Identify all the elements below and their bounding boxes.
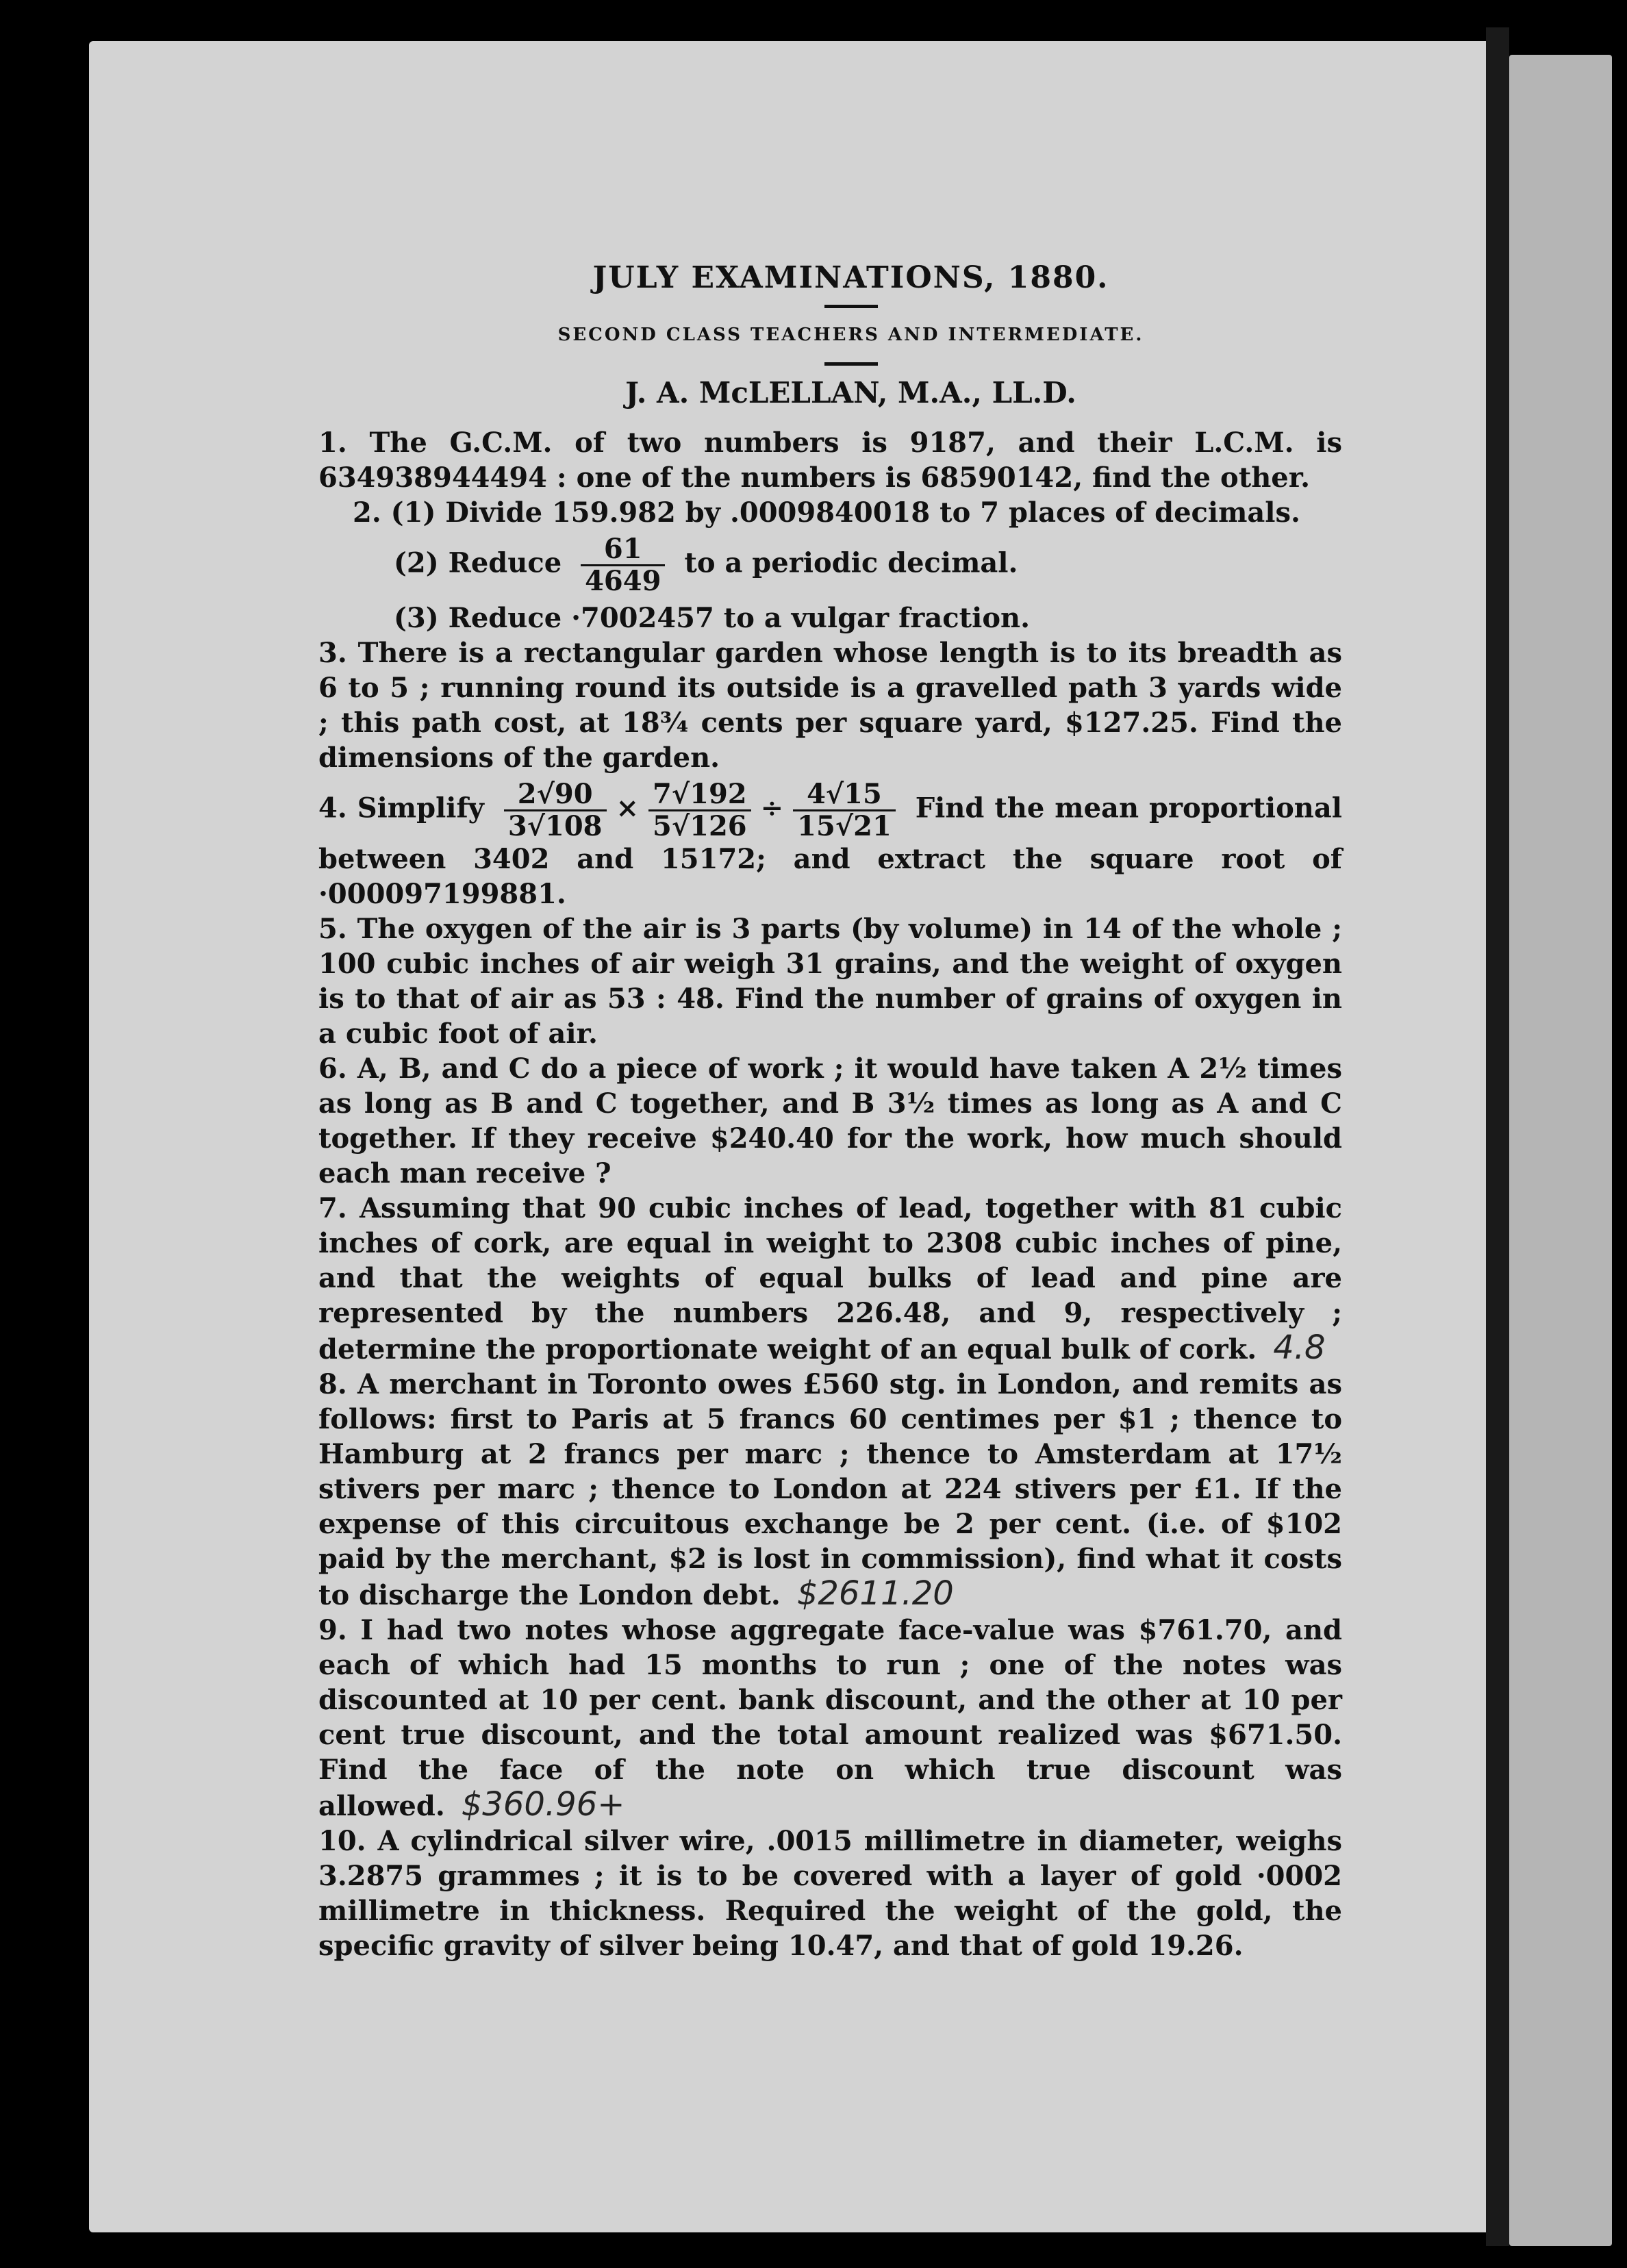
question-8 xyxy=(318,1367,1342,1613)
q2-2-fraction xyxy=(581,534,665,596)
q4-f3-denominator: 15√21 xyxy=(797,810,892,842)
question-9 xyxy=(318,1613,1342,1824)
q2-2-denominator: 4649 xyxy=(585,565,661,597)
q4-fraction-3 xyxy=(793,779,896,842)
q2-2-prefix: (2) Reduce xyxy=(394,546,562,579)
q4-divide-sign: ÷ xyxy=(760,792,784,824)
q4-prefix: 4. Simplify xyxy=(318,792,484,824)
q4-f2-denominator: 5√126 xyxy=(653,810,747,842)
q4-f3-numerator: 4√15 xyxy=(793,779,896,811)
question-2-part-3: (3) Reduce ·7002457 to a vulgar fraction. xyxy=(394,602,1031,634)
question-5: 5. The oxygen of the air is 3 parts (by volume) in 14 of the whole ; 100 cubic inches of air weigh 31 grains, and the weight of oxygen is to that of air as 53 : 48. Find the number of grains of oxygen in a cubic foot of air. xyxy=(318,913,1342,1050)
q8-text: 8. A merchant in Toronto owes £560 stg. in London, and remits as follows: first to Paris at 5 francs 60 centimes per $1 ; thence to Hamburg at 2 francs per marc ; thence to Amsterdam at 17½ stivers per marc ; thence to London at 224 stivers per £1. If the expense of this circuitous exchange be 2 per cent. (i.e. of $102 paid by the merchant, $2 is lost in commission), find what it costs to discharge the London debt. xyxy=(318,1368,1342,1611)
book-binding xyxy=(1486,27,1509,2246)
q4-fraction-2 xyxy=(648,779,751,842)
question-2-part-2 xyxy=(318,534,1342,596)
q4-fraction-1 xyxy=(504,779,607,842)
q7-text: 7. Assuming that 90 cubic inches of lead, together with 81 cubic inches of cork, are equal in weight to 2308 cubic inches of pine, and that the weights of equal bulks of lead and pine are represented by the numbers 226.48, and 9, respectively ; determine the proportionate weight of an equal bulk of cork. xyxy=(318,1192,1342,1365)
q9-handwritten-answer: $360.96+ xyxy=(461,1785,625,1824)
author-name: J. A. McLELLAN, M.A., LL.D. xyxy=(625,376,1076,410)
q4-times-sign: × xyxy=(616,792,640,824)
question-6: 6. A, B, and C do a piece of work ; it would have taken A 2½ times as long as B and C together, and B 3½ times as long as A and C together. If they receive $240.40 for the work, how much should each man receive ? xyxy=(318,1053,1342,1189)
question-4 xyxy=(318,779,1342,911)
question-7 xyxy=(318,1191,1342,1367)
q9-text: 9. I had two notes whose aggregate face-value was $761.70, and each of which had 15 months to run ; one of the notes was discounted at 10 per cent. bank discount, and the other at 10 per cent true discount, and the total amount realized was $671.50. Find the face of the note on which true discount was allowed. xyxy=(318,1614,1342,1822)
question-2-part-1: 2. (1) Divide 159.982 by .0009840018 to 7 places of decimals. xyxy=(353,496,1300,529)
question-1: 1. The G.C.M. of two numbers is 9187, and their L.C.M. is 634938944494 : one of the numbers is 68590142, find the other. xyxy=(318,427,1342,494)
facing-page-edge xyxy=(1509,55,1612,2246)
q8-handwritten-answer: $2611.20 xyxy=(796,1574,954,1613)
q4-suffix: Find the mean proportional between 3402 and 15172; and extract the square root of ·000097199881. xyxy=(318,792,1342,910)
q2-2-numerator: 61 xyxy=(581,534,665,566)
title-rule xyxy=(824,305,878,308)
q4-f1-numerator: 2√90 xyxy=(504,779,607,811)
q2-2-suffix: to a periodic decimal. xyxy=(684,546,1018,579)
question-3: 3. There is a rectangular garden whose length is to its breadth as 6 to 5 ; running round its outside is a gravelled path 3 yards wide ; this path cost, at 18¾ cents per square yard, $127.25. Find the dimensions of the garden. xyxy=(318,637,1342,774)
exam-text xyxy=(318,260,1342,1963)
subtitle-rule xyxy=(824,362,878,366)
q4-f1-denominator: 3√108 xyxy=(507,810,603,842)
q7-handwritten-answer: 4.8 xyxy=(1273,1328,1326,1367)
question-10: 10. A cylindrical silver wire, .0015 millimetre in diameter, weighs 3.2875 grammes ; it is to be covered with a layer of gold ·0002 millimetre in thickness. Required the weight of the gold, the specific gravity of silver being 10.47, and that of gold 19.26. xyxy=(318,1825,1342,1962)
page-title: JULY EXAMINATIONS, 1880. xyxy=(592,260,1109,295)
page-subtitle: SECOND CLASS TEACHERS AND INTERMEDIATE. xyxy=(557,325,1144,345)
q4-f2-numerator: 7√192 xyxy=(648,779,751,811)
